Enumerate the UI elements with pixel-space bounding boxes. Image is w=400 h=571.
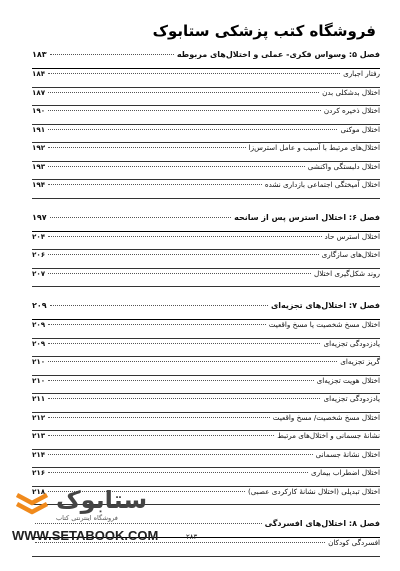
entry-page: ۲۰۴ bbox=[32, 231, 46, 241]
dot-leader bbox=[48, 417, 270, 418]
dot-leader bbox=[48, 73, 340, 74]
entry-title: یادزدودگی تجزیه‌ای bbox=[323, 394, 380, 403]
dot-leader bbox=[48, 273, 311, 274]
entry-title: اختلال مسخ شخصیت/ مسخ واقعیت bbox=[272, 412, 380, 422]
logo-wordmark: ستابوک bbox=[56, 486, 148, 514]
entry-title: رفتار اجباری bbox=[343, 69, 380, 78]
entry-title: اختلال تبدیلی (اختلال نشانهٔ کارکردی عصبی) bbox=[247, 486, 380, 496]
entry-page: ۲۱۲ bbox=[32, 412, 46, 422]
chapter-page: ۱۸۳ bbox=[32, 50, 47, 59]
website-url[interactable]: WWW.SETABOOK.COM bbox=[12, 528, 159, 543]
chapter-heading[interactable] bbox=[32, 301, 380, 320]
chapter-title: فصل ۵: وسواس فکری- عملی و اختلال‌های مربوطه bbox=[176, 50, 380, 59]
entry-title: اختلال موکنی bbox=[340, 124, 380, 134]
toc-entry[interactable] bbox=[32, 180, 380, 199]
toc-entry[interactable] bbox=[32, 339, 380, 358]
toc-chapter bbox=[32, 213, 380, 288]
chapter-title: فصل ۸: اختلال‌های افسردگی bbox=[264, 519, 380, 528]
page-title: فروشگاه کتب پزشکی ستابوک bbox=[152, 22, 376, 40]
entry-page: ۲۱۱ bbox=[32, 394, 46, 403]
toc-entry[interactable] bbox=[32, 250, 380, 269]
toc-entry[interactable] bbox=[32, 431, 380, 450]
entry-page: ۲۱۰ bbox=[32, 357, 46, 366]
entry-title: اختلال دلبستگی واکنشی bbox=[307, 161, 380, 171]
dot-leader bbox=[50, 217, 231, 218]
toc-entry[interactable] bbox=[32, 125, 380, 144]
toc-entry[interactable] bbox=[32, 413, 380, 432]
entry-page: ۲۱۸ bbox=[32, 486, 46, 496]
entry-page: ۱۹۰ bbox=[32, 106, 46, 115]
dot-leader bbox=[50, 54, 174, 55]
dot-leader bbox=[48, 380, 313, 381]
entry-page: ۱۸۴ bbox=[32, 69, 46, 78]
toc-entry[interactable] bbox=[32, 143, 380, 162]
entry-title: اختلال‌های مرتبط با آسیب و عامل استرس‌زا bbox=[248, 143, 380, 152]
toc-entry[interactable] bbox=[32, 269, 380, 288]
entry-page: ۲۱۴ bbox=[32, 449, 46, 459]
entry-title: گریز تجزیه‌ای bbox=[340, 357, 380, 366]
toc-entry[interactable] bbox=[32, 162, 380, 181]
dot-leader bbox=[48, 398, 320, 399]
logo-tagline: فروشگاه اینترنتی کتاب bbox=[56, 514, 118, 522]
entry-title: اختلال‌های سازگاری bbox=[321, 250, 380, 259]
entry-page: ۲۱۰ bbox=[32, 375, 46, 385]
toc-chapter bbox=[32, 301, 380, 505]
dot-leader bbox=[48, 361, 337, 362]
toc-entry[interactable] bbox=[32, 468, 380, 487]
entry-page: ۲۰۷ bbox=[32, 268, 46, 278]
page-number: ۲۸۳ bbox=[186, 533, 198, 541]
chapter-title: فصل ۶: اختلال استرس پس از سانحه bbox=[234, 212, 380, 222]
book-logo-icon bbox=[14, 490, 50, 516]
toc-entry[interactable] bbox=[32, 376, 380, 395]
dot-leader bbox=[48, 236, 321, 237]
toc-chapter bbox=[32, 50, 380, 199]
toc-entry[interactable] bbox=[32, 450, 380, 469]
entry-title: افسردگی کودکان bbox=[328, 538, 380, 547]
entry-page: ۲۰۹ bbox=[32, 320, 46, 329]
entry-page: ۱۹۱ bbox=[32, 124, 46, 134]
entry-title: اختلال هویت تجزیه‌ای bbox=[316, 375, 380, 385]
entry-title: روند شکل‌گیری اختلال bbox=[313, 268, 380, 278]
toc-entry[interactable] bbox=[32, 69, 380, 88]
entry-page: ۱۹۴ bbox=[32, 180, 46, 189]
chapter-heading[interactable] bbox=[32, 50, 380, 69]
entry-title: اختلال بدشکلی بدن bbox=[322, 87, 380, 97]
dot-leader bbox=[48, 184, 262, 185]
entry-title: اختلال آمیختگی اجتماعی بازداری نشده bbox=[264, 180, 380, 189]
entry-page: ۱۹۲ bbox=[32, 143, 46, 152]
chapter-page: ۲۰۹ bbox=[32, 301, 47, 310]
entry-page: ۲۱۶ bbox=[32, 468, 46, 477]
entry-title: اختلال اضطراب بیماری bbox=[310, 468, 380, 477]
dot-leader bbox=[48, 454, 312, 455]
dot-leader bbox=[48, 166, 305, 167]
dot-leader bbox=[48, 129, 337, 130]
entry-page: ۱۸۷ bbox=[32, 87, 46, 97]
dot-leader bbox=[48, 110, 321, 111]
chapter-page: ۱۹۷ bbox=[32, 212, 47, 222]
toc-entry[interactable] bbox=[32, 232, 380, 251]
toc-entry[interactable] bbox=[32, 394, 380, 413]
toc-entry[interactable] bbox=[32, 88, 380, 107]
entry-title: اختلال مسخ شخصیت یا مسخ واقعیت bbox=[268, 320, 380, 329]
dot-leader bbox=[48, 92, 319, 93]
entry-title: نشانهٔ جسمانی و اختلال‌های مرتبط bbox=[277, 431, 380, 440]
dot-leader bbox=[48, 147, 246, 148]
toc-entry[interactable] bbox=[32, 106, 380, 125]
entry-page: ۲۰۹ bbox=[32, 338, 46, 348]
entry-title: یادزدودگی تجزیه‌ای bbox=[323, 338, 380, 348]
dot-leader bbox=[50, 305, 268, 306]
dot-leader bbox=[48, 435, 274, 436]
setabook-logo bbox=[14, 486, 164, 526]
entry-page: ۲۰۶ bbox=[32, 250, 46, 259]
entry-page: ۱۹۳ bbox=[32, 161, 46, 171]
toc-entry[interactable] bbox=[32, 357, 380, 376]
chapter-heading[interactable] bbox=[32, 213, 380, 232]
entry-title: اختلال نشانهٔ جسمانی bbox=[315, 449, 380, 459]
dot-leader bbox=[48, 343, 320, 344]
entry-page: ۲۱۳ bbox=[32, 431, 46, 440]
entry-title: اختلال ذخیره کردن bbox=[323, 106, 380, 115]
toc-entry[interactable] bbox=[32, 320, 380, 339]
dot-leader bbox=[48, 254, 318, 255]
dot-leader bbox=[48, 324, 266, 325]
dot-leader bbox=[48, 472, 308, 473]
chapter-title: فصل ۷: اختلال‌های تجزیه‌ای bbox=[270, 301, 380, 310]
entry-title: اختلال استرس حاد bbox=[324, 231, 380, 241]
